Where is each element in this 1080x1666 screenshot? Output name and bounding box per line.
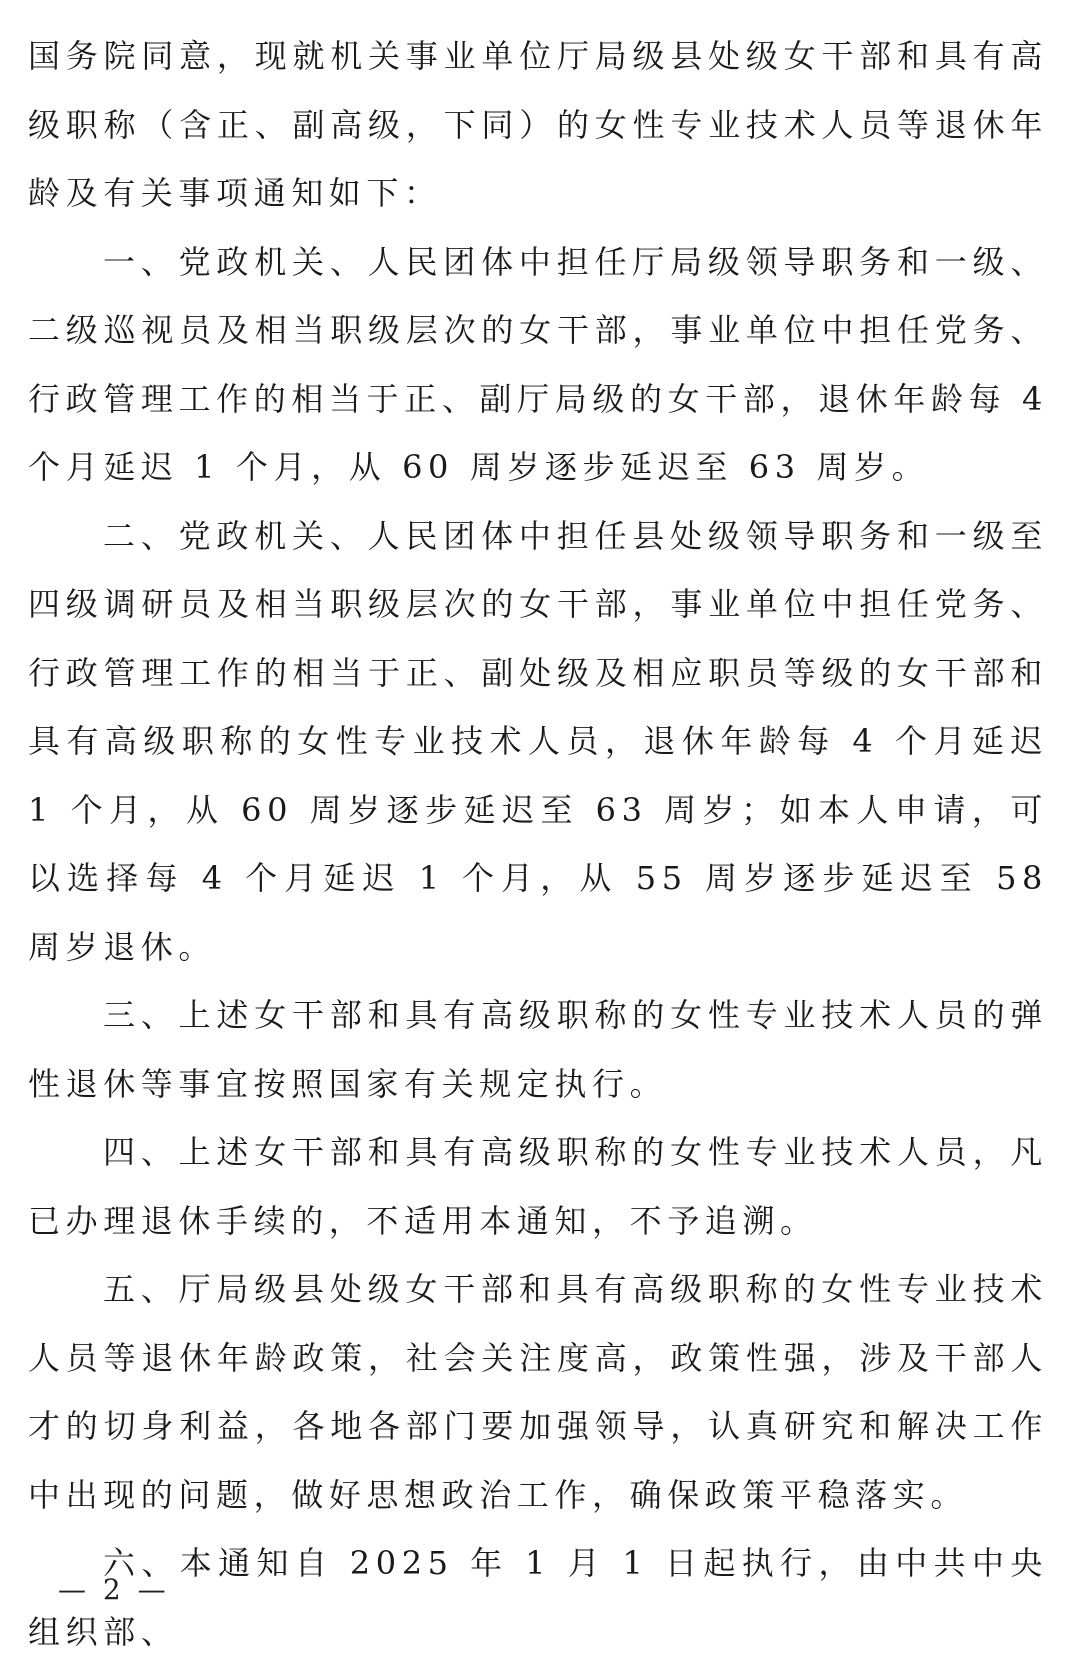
paragraph-item-1: 一、党政机关、人民团体中担任厅局级领导职务和一级、二级巡视员及相当职级层次的女干部，事业单位中担任党务、行政管理工作的相当于正、副厅局级的女干部，退休年龄每 4 个月延迟 1 个月，从 60 周岁逐步延迟至 63 周岁。 xyxy=(28,242,1048,486)
page-number: — 2 — xyxy=(58,1573,170,1606)
paragraph-item-5: 五、厅局级县处级女干部和具有高级职称的女性专业技术人员等退休年龄政策，社会关注度高，政策性强，涉及干部人才的切身利益，各地各部门要加强领导，认真研究和解决工作中出现的问题，做好思想政治工作，确保政策平稳落实。 xyxy=(28,1270,1048,1514)
paragraph-item-4: 四、上述女干部和具有高级职称的女性专业技术人员，凡已办理退休手续的，不适用本通知，不予追溯。 xyxy=(28,1133,1048,1240)
paragraph-item-2: 二、党政机关、人民团体中担任县处级领导职务和一级至四级调研员及相当职级层次的女干部，事业单位中担任党务、行政管理工作的相当于正、副处级及相应职员等级的女干部和具有高级职称的女性专业技术人员，退休年龄每 4 个月延迟 1 个月，从 60 周岁逐步延迟至 63 周岁；如本人申请，可以选择每 4 个月延迟 1 个月，从 55 周岁逐步延迟至 58 周岁退休。 xyxy=(28,516,1048,966)
paragraph-item-3: 三、上述女干部和具有高级职称的女性专业技术人员的弹性退休等事宜按照国家有关规定执行。 xyxy=(28,996,1048,1103)
paragraph-item-6: 六、本通知自 2025 年 1 月 1 日起执行，由中共中央组织部、 xyxy=(28,1544,1048,1651)
paragraph-intro-continued: 国务院同意，现就机关事业单位厅局级县处级女干部和具有高级职称（含正、副高级，下同）的女性专业技术人员等退休年龄及有关事项通知如下： xyxy=(28,37,1048,212)
document-body xyxy=(28,22,1048,1666)
